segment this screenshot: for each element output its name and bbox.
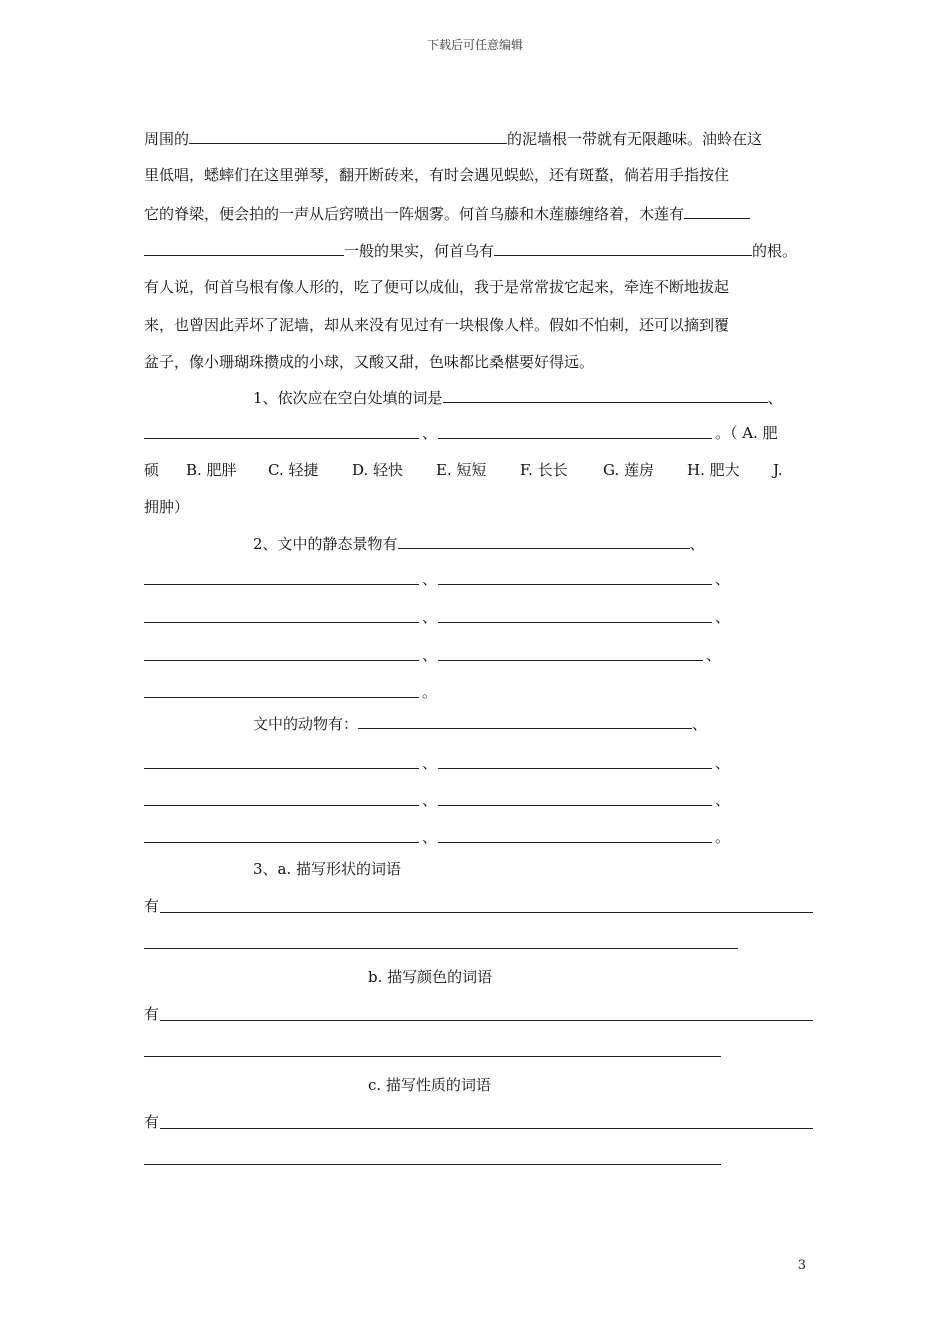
separator: 、 [692,715,708,733]
answer-line[interactable] [438,660,703,661]
question-1-prompt: 1、依次应在空白处填的词是 [253,389,443,407]
q1-option-4: D. 轻快 [352,461,404,479]
separator: 、 [715,570,731,588]
answer-line[interactable] [160,912,813,913]
blank-field[interactable] [398,533,690,549]
separator: 、 [422,646,438,664]
q1-option-9: J. [773,461,783,479]
passage-line-1 [144,128,762,149]
answer-line[interactable] [144,1056,721,1057]
answer-line[interactable] [144,948,738,949]
passage-line-6: 来，也曾因此弄坏了泥墙，却从来没有见过有一块根像人样。假如不怕刺，还可以摘到覆 [144,316,730,334]
answer-line[interactable] [438,805,712,806]
answer-line[interactable] [438,584,712,585]
page-header: 下载后可任意编辑 [426,38,523,52]
answer-line[interactable] [144,842,419,843]
answer-line[interactable] [160,1020,813,1021]
separator: 、 [689,535,705,553]
blank-field[interactable] [443,387,768,403]
answer-line[interactable] [144,697,419,698]
q1-option-7: G. 莲房 [603,461,654,479]
q1-options-start: 。（ A. 肥 [715,424,778,442]
q2-animals-line [253,713,707,734]
answer-line[interactable] [438,768,712,769]
separator: 、 [422,424,438,442]
passage-text: 一般的果实，何首乌有 [344,242,495,260]
q1-prompt-line [253,387,783,408]
blank-field[interactable] [144,240,344,256]
separator: 、 [715,791,731,809]
answer-line[interactable] [144,1164,721,1165]
answer-line[interactable] [160,1128,813,1129]
q1-option-3: C. 轻捷 [268,461,319,479]
passage-line-4 [144,240,797,261]
answer-line[interactable] [144,805,419,806]
answer-line[interactable] [144,622,419,623]
q3-a-label: 3、a. 描写形状的词语 [253,860,402,878]
q1-option-1: 硕 [144,461,160,479]
page-number: 3 [797,1258,806,1273]
q3-c-label: c. 描写性质的词语 [368,1076,491,1094]
separator: 、 [422,754,438,772]
answer-line[interactable] [144,584,419,585]
animals-prompt: 文中的动物有： [253,715,359,733]
separator: 、 [767,389,783,407]
q3-b-label: b. 描写颜色的词语 [368,968,493,986]
blank-field[interactable] [684,203,750,219]
passage-line-2: 里低唱，蟋蟀们在这里弹琴，翻开断砖来，有时会遇见蜈蚣，还有斑蝥，倘若用手指按住 [144,166,730,184]
separator: 、 [706,646,722,664]
separator: 、 [715,754,731,772]
blank-field[interactable] [494,240,752,256]
passage-text: 它的脊梁，便会拍的一声从后窍喷出一阵烟雾。何首乌藤和木莲藤缠络着，木莲有 [144,205,685,223]
answer-line[interactable] [144,768,419,769]
question-2-prompt: 2、文中的静态景物有 [253,535,398,553]
q3-c-you: 有 [144,1113,160,1131]
q1-option-10: 拥肿） [144,498,190,516]
separator: 。 [422,683,438,701]
passage-text: 的泥墙根一带就有无限趣味。油蛉在这 [507,130,763,148]
q1-option-2: B. 肥胖 [186,461,237,479]
passage-text: 周围的 [144,130,190,148]
passage-text: 的根。 [752,242,798,260]
q1-option-6: F. 长长 [520,461,568,479]
q2-prompt-line [253,533,705,554]
q1-option-8: H. 肥大 [687,461,740,479]
answer-line[interactable] [438,842,712,843]
answer-line[interactable] [438,438,712,439]
blank-field[interactable] [189,128,507,144]
separator: 、 [715,608,731,626]
q3-b-you: 有 [144,1005,160,1023]
passage-line-7: 盆子，像小珊瑚珠攒成的小球，又酸又甜，色味都比桑椹要好得远。 [144,353,595,371]
separator: 、 [422,608,438,626]
separator: 。 [715,828,731,846]
blank-field[interactable] [358,713,692,729]
separator: 、 [422,828,438,846]
answer-line[interactable] [438,622,712,623]
q3-a-you: 有 [144,897,160,915]
passage-line-5: 有人说，何首乌根有像人形的，吃了便可以成仙，我于是常常拔它起来，牵连不断地拔起 [144,278,730,296]
separator: 、 [422,791,438,809]
passage-line-3 [144,203,750,224]
separator: 、 [422,570,438,588]
answer-line[interactable] [144,438,419,439]
answer-line[interactable] [144,660,419,661]
q1-option-5: E. 短短 [436,461,487,479]
